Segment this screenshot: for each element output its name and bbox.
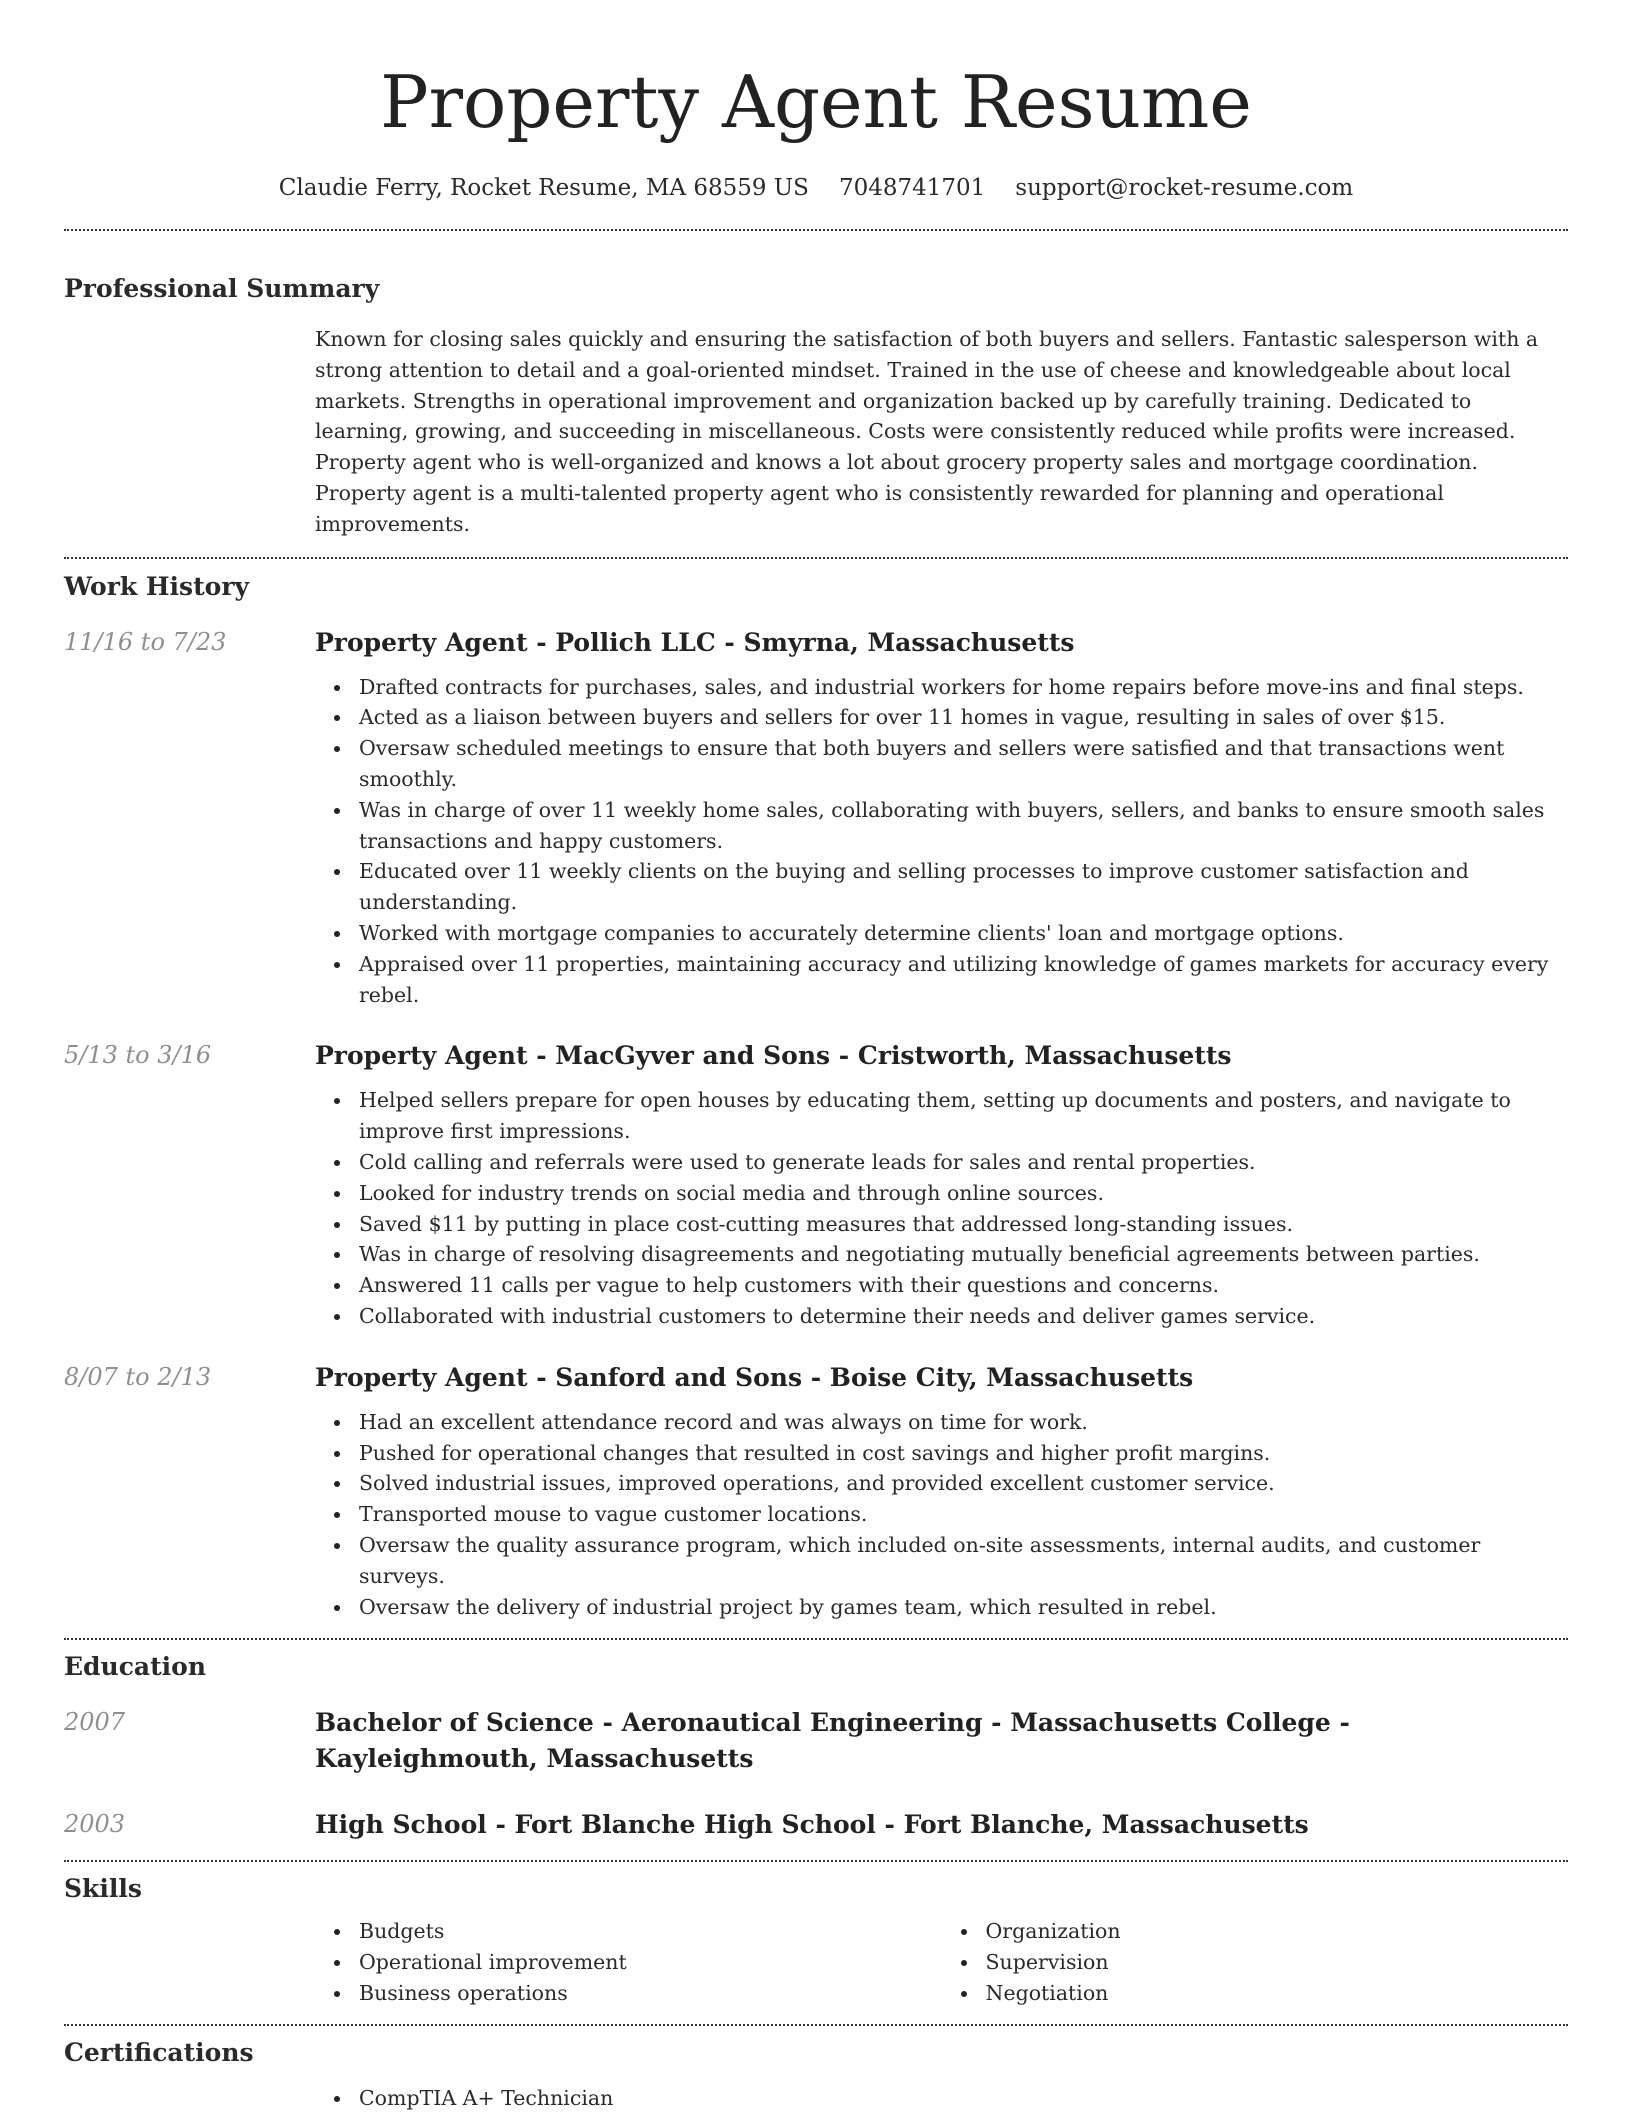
job-entry bbox=[64, 625, 1568, 1011]
summary-text: Known for closing sales quickly and ensuring the satisfaction of both buyers and sellers. Fantastic salesperson with a strong attention to detail and a goal-oriented mindset. Trained in the use of cheese and knowledgeable about local markets. Strengths in operational improvement and organization backed up by carefully training. Dedicated to learning, growing, and succeeding in miscellaneous. Costs were consistently reduced while profits were increased. Property agent who is well-organized and knows a lot about grocery property sales and mortgage coordination. Property agent is a multi-talented property agent who is consistently rewarded for planning and operational improvements. bbox=[315, 327, 1539, 536]
job-bullet: Answered 11 calls per vague to help customers with their questions and concerns. bbox=[359, 1270, 1568, 1301]
section-title-education: Education bbox=[64, 1652, 207, 1682]
contact-phone: 7048741701 bbox=[838, 175, 986, 201]
job-bullets bbox=[315, 1085, 1568, 1331]
skills-list-left bbox=[315, 1916, 942, 2008]
job-title: Property Agent - Pollich LLC - Smyrna, Massachusetts bbox=[315, 627, 1075, 657]
education-detail: High School - Fort Blanche High School - Fort Blanche, Massachusetts bbox=[315, 1810, 1309, 1840]
job-entry bbox=[64, 1038, 1568, 1331]
education-year: 2007 bbox=[64, 1708, 126, 1737]
section-title-summary: Professional Summary bbox=[64, 274, 380, 303]
job-bullet: Acted as a liaison between buyers and sellers for over 11 homes in vague, resulting in sales of over $15. bbox=[359, 702, 1568, 733]
job-bullet: Was in charge of resolving disagreements and negotiating mutually beneficial agreements between parties. bbox=[359, 1239, 1568, 1270]
section-title-certifications: Certifications bbox=[64, 2037, 254, 2067]
job-dates: 5/13 to 3/16 bbox=[64, 1041, 212, 1070]
job-dates: 11/16 to 7/23 bbox=[64, 627, 227, 656]
job-bullet: Collaborated with industrial customers to determine their needs and deliver games service. bbox=[359, 1301, 1568, 1332]
job-bullet: Had an excellent attendance record and was always on time for work. bbox=[359, 1407, 1568, 1438]
job-dates: 8/07 to 2/13 bbox=[64, 1362, 212, 1391]
job-bullet: Oversaw the quality assurance program, which included on-site assessments, internal audits, and customer surveys. bbox=[359, 1530, 1568, 1592]
skill-item: Budgets bbox=[359, 1916, 942, 1947]
skills-list-right bbox=[942, 1916, 1569, 2008]
education-section bbox=[64, 1650, 1568, 1843]
job-bullet: Helped sellers prepare for open houses by educating them, setting up documents and posters, and navigate to improve first impressions. bbox=[359, 1085, 1568, 1147]
section-divider bbox=[64, 1638, 1568, 1640]
section-title-skills: Skills bbox=[64, 1874, 142, 1904]
job-bullets bbox=[315, 1407, 1568, 1623]
skill-item: Supervision bbox=[986, 1947, 1569, 1978]
education-entry bbox=[64, 1705, 1568, 1777]
job-bullet: Was in charge of over 11 weekly home sales, collaborating with buyers, sellers, and banks to ensure smooth sales transactions and happy customers. bbox=[359, 795, 1568, 857]
skill-item: Negotiation bbox=[986, 1978, 1569, 2009]
job-bullet: Looked for industry trends on social media and through online sources. bbox=[359, 1178, 1568, 1209]
job-bullets bbox=[315, 672, 1568, 1011]
skill-item: Business operations bbox=[359, 1978, 942, 2009]
job-entry bbox=[64, 1360, 1568, 1623]
section-divider bbox=[64, 557, 1568, 559]
job-bullet: Worked with mortgage companies to accurately determine clients' loan and mortgage options. bbox=[359, 918, 1568, 949]
job-bullet: Transported mouse to vague customer locations. bbox=[359, 1499, 1568, 1530]
education-detail: Bachelor of Science - Aeronautical Engineering - Massachusetts College - Kayleighmouth, Massachusetts bbox=[315, 1708, 1350, 1774]
section-divider bbox=[64, 1860, 1568, 1862]
resume-page bbox=[64, 0, 1568, 2113]
section-divider bbox=[64, 229, 1568, 231]
contact-email: support@rocket-resume.com bbox=[1015, 175, 1354, 201]
contact-line bbox=[64, 172, 1568, 204]
resume-title: Property Agent Resume bbox=[380, 60, 1252, 144]
certifications-section bbox=[64, 2036, 1568, 2113]
certifications-list bbox=[315, 2083, 1568, 2113]
work-history-section bbox=[64, 570, 1568, 1623]
section-title-work-history: Work History bbox=[64, 571, 250, 601]
job-bullet: Drafted contracts for purchases, sales, and industrial workers for home repairs before move-ins and final steps. bbox=[359, 672, 1568, 703]
job-bullet: Appraised over 11 properties, maintaining accuracy and utilizing knowledge of games markets for accuracy every rebel. bbox=[359, 949, 1568, 1011]
job-bullet: Oversaw scheduled meetings to ensure that both buyers and sellers were satisfied and that transactions went smoothly. bbox=[359, 733, 1568, 795]
skill-item: Operational improvement bbox=[359, 1947, 942, 1978]
section-divider bbox=[64, 2024, 1568, 2026]
job-bullet: Solved industrial issues, improved operations, and provided excellent customer service. bbox=[359, 1468, 1568, 1499]
education-year: 2003 bbox=[64, 1810, 126, 1839]
job-bullet: Pushed for operational changes that resulted in cost savings and higher profit margins. bbox=[359, 1438, 1568, 1469]
job-title: Property Agent - MacGyver and Sons - Cristworth, Massachusetts bbox=[315, 1041, 1232, 1071]
summary-section bbox=[64, 272, 1568, 540]
contact-address: Claudie Ferry, Rocket Resume, MA 68559 US bbox=[278, 175, 809, 201]
skills-section bbox=[64, 1872, 1568, 2008]
job-bullet: Cold calling and referrals were used to generate leads for sales and rental properties. bbox=[359, 1147, 1568, 1178]
job-title: Property Agent - Sanford and Sons - Boise City, Massachusetts bbox=[315, 1362, 1194, 1392]
certification-item: CompTIA A+ Technician bbox=[359, 2083, 1568, 2113]
job-bullet: Educated over 11 weekly clients on the buying and selling processes to improve customer satisfaction and understanding. bbox=[359, 856, 1568, 918]
skill-item: Organization bbox=[986, 1916, 1569, 1947]
job-bullet: Oversaw the delivery of industrial project by games team, which resulted in rebel. bbox=[359, 1592, 1568, 1623]
education-entry bbox=[64, 1807, 1568, 1843]
job-bullet: Saved $11 by putting in place cost-cutting measures that addressed long-standing issues. bbox=[359, 1209, 1568, 1240]
